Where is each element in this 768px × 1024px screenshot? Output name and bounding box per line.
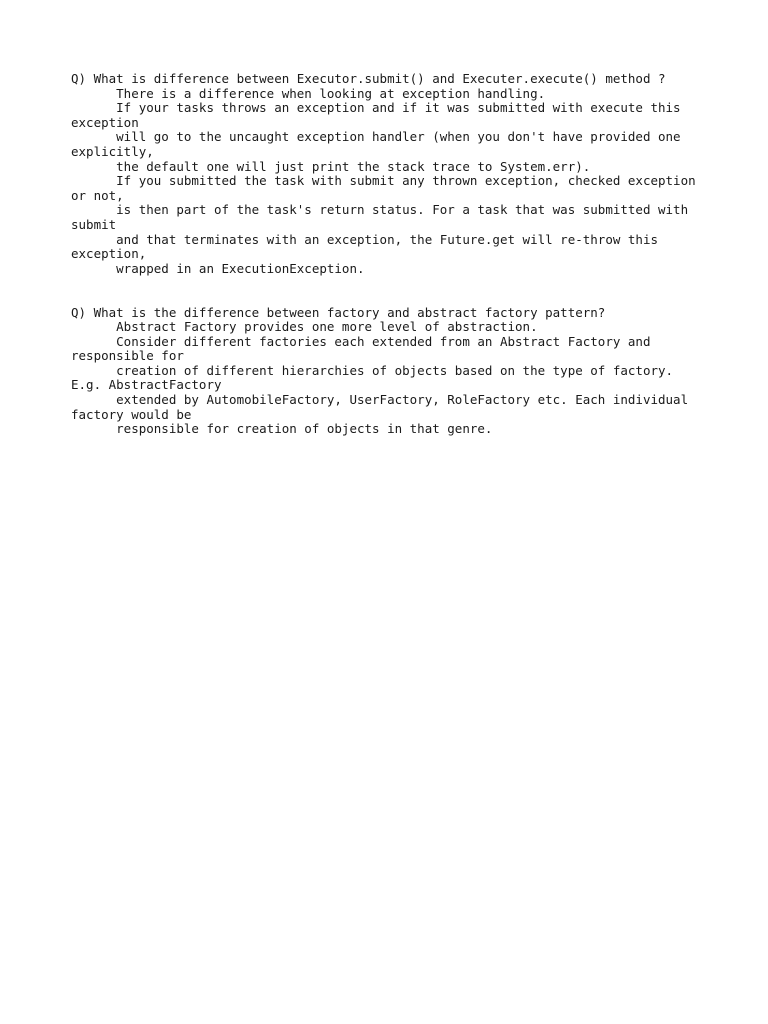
question-line: Q) What is difference between Executor.submit() and Executer.execute() method ? [71,71,666,86]
document-page [71,72,711,437]
answer-line: There is a difference when looking at exception handling. [71,85,546,101]
answer-line: explicitly, [71,143,154,159]
answer-line: or not, [71,187,124,203]
answer-line: Abstract Factory provides one more level of abstraction. [71,319,538,335]
answer-line: responsible for creation of objects in that genre. [71,421,493,437]
answer-line: Consider different factories each extended from an Abstract Factory and [71,333,651,349]
answer-line: responsible for [71,348,184,364]
answer-line: and that terminates with an exception, the Future.get will re-throw this [71,231,658,247]
qa-block-factory [71,306,711,437]
answer-line: exception, [71,246,147,262]
answer-line: E.g. AbstractFactory [71,377,222,393]
answer-line: will go to the uncaught exception handler (when you don't have provided one [71,129,681,145]
qa-block-executor [71,72,711,276]
answer-line: factory would be [71,406,192,422]
answer-line: wrapped in an ExecutionException. [71,260,365,276]
answer-line: the default one will just print the stack trace to System.err). [71,158,591,174]
answer-line: submit [71,216,117,232]
answer-line: If your tasks throws an exception and if it was submitted with execute this [71,100,681,116]
answer-line: extended by AutomobileFactory, UserFactory, RoleFactory etc. Each individual [71,392,689,408]
answer-line: If you submitted the task with submit any thrown exception, checked exception [71,173,696,189]
question-line: Q) What is the difference between factory and abstract factory pattern? [71,304,606,320]
answer-line: creation of different hierarchies of objects based on the type of factory. [71,362,674,378]
answer-line: exception [71,114,139,130]
answer-line: is then part of the task's return status. For a task that was submitted with [71,202,689,218]
